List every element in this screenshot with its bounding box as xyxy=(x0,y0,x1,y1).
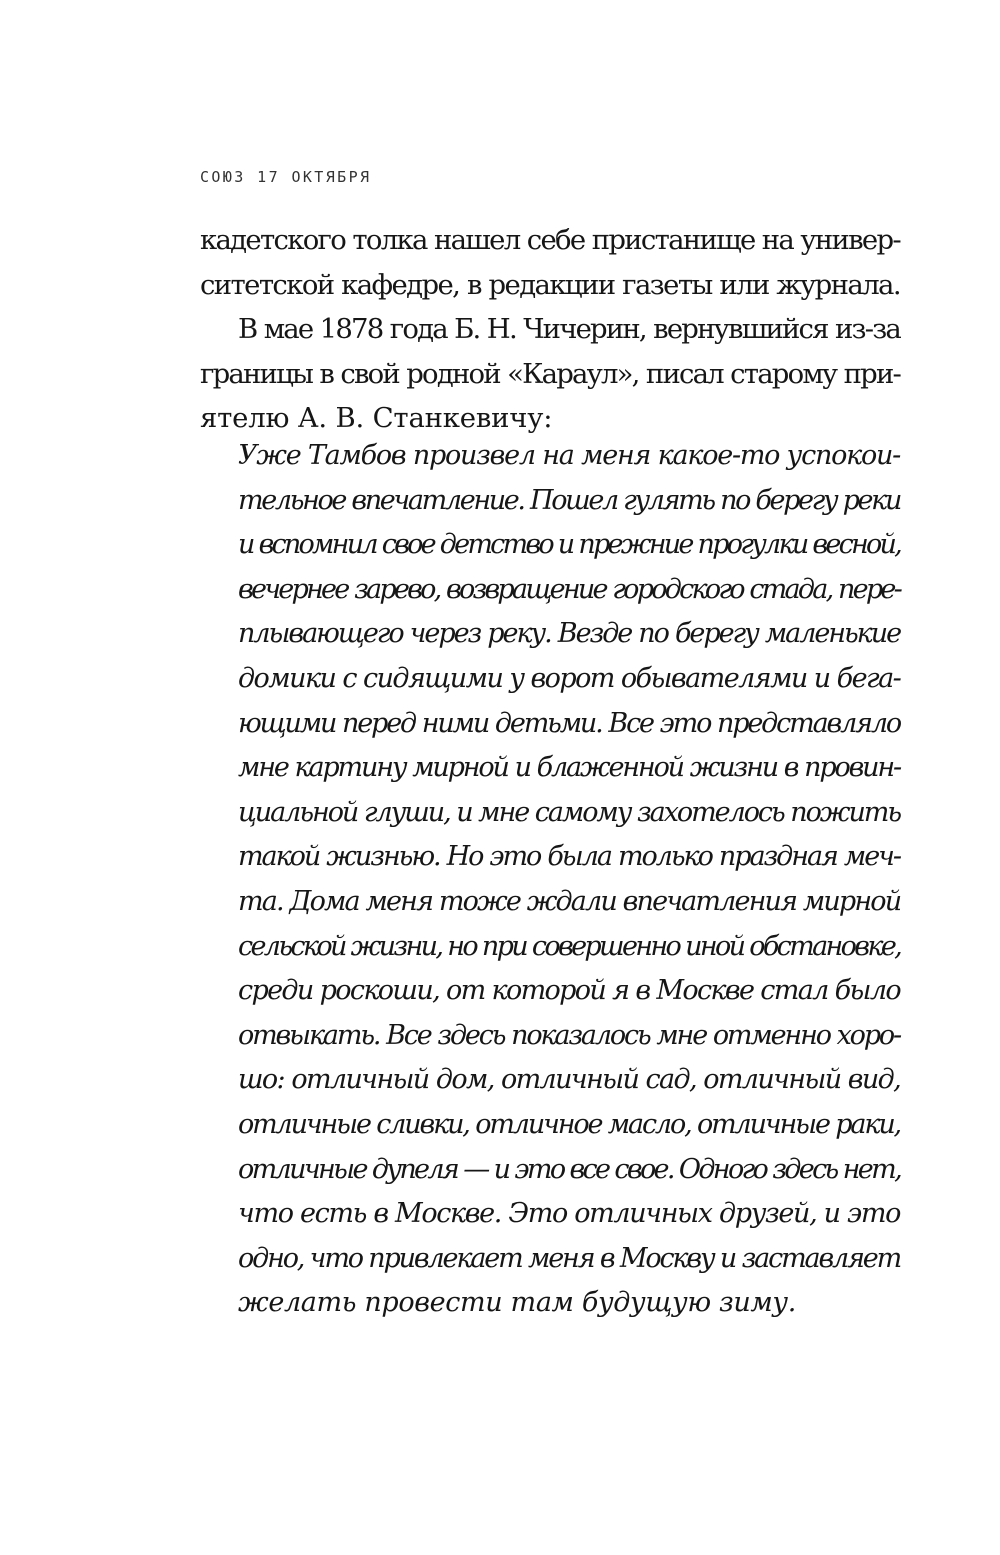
body-line: кадетского толка нашел себе пристанище на универ- xyxy=(200,224,900,256)
body-line: границы в свой родной «Караул», писал старому при- xyxy=(200,357,900,390)
quote-line: одно, что привлекает меня в Москву и заставляет xyxy=(238,1242,901,1274)
quote-line: тельное впечатление. Пошел гулять по берегу реки xyxy=(238,484,900,516)
quote-line: сельской жизни, но при совершенно иной обстановке, xyxy=(238,930,901,962)
quote-line: отличные сливки, отличное масло, отличные раки, xyxy=(238,1108,900,1140)
quote-line: такой жизнью. Но это была только праздная меч- xyxy=(238,841,900,873)
body-line: ятелю А. В. Станкевичу: xyxy=(200,402,553,434)
quote-line: плывающего через реку. Везде по берегу маленькие xyxy=(238,618,900,650)
quote-line: что есть в Москве. Это отличных друзей, и это xyxy=(238,1198,900,1230)
quote-line: мне картину мирной и блаженной жизни в провин- xyxy=(238,752,900,784)
quote-line: отличные дупеля — и это все свое. Одного здесь нет, xyxy=(238,1153,900,1185)
quote-line: домики с сидящими у ворот обывателями и бега- xyxy=(238,662,901,694)
body-line: ситетской кафедре, в редакции газеты или журнала. xyxy=(200,268,900,301)
body-line: В мае 1878 года Б. Н. Чичерин, вернувшийся из-за xyxy=(238,313,900,345)
quote-line: шо: отличный дом, отличный сад, отличный вид, xyxy=(238,1064,900,1096)
quote-line: и вспомнил свое детство и прежние прогулки весной, xyxy=(238,529,900,561)
quote-line: отвыкать. Все здесь показалось мне отменно хоро- xyxy=(238,1019,900,1051)
running-head: СОЮЗ 17 ОКТЯБРЯ xyxy=(200,168,372,186)
quote-line: та. Дома меня тоже ждали впечатления мирной xyxy=(238,885,901,917)
quote-line: ющими перед ними детьми. Все это представляло xyxy=(238,707,900,739)
block-quote xyxy=(238,434,900,1326)
quote-line: вечернее зарево, возвращение городского стада, пере- xyxy=(238,573,900,605)
quote-line: среди роскоши, от которой я в Москве стал было xyxy=(238,975,900,1007)
quote-line: Уже Тамбов произвел на меня какое-то успокои- xyxy=(238,440,900,471)
body-paragraphs xyxy=(200,218,900,441)
quote-line: желать провести там будущую зиму. xyxy=(238,1287,796,1319)
quote-line: циальной глуши, и мне самому захотелось пожить xyxy=(238,796,900,828)
